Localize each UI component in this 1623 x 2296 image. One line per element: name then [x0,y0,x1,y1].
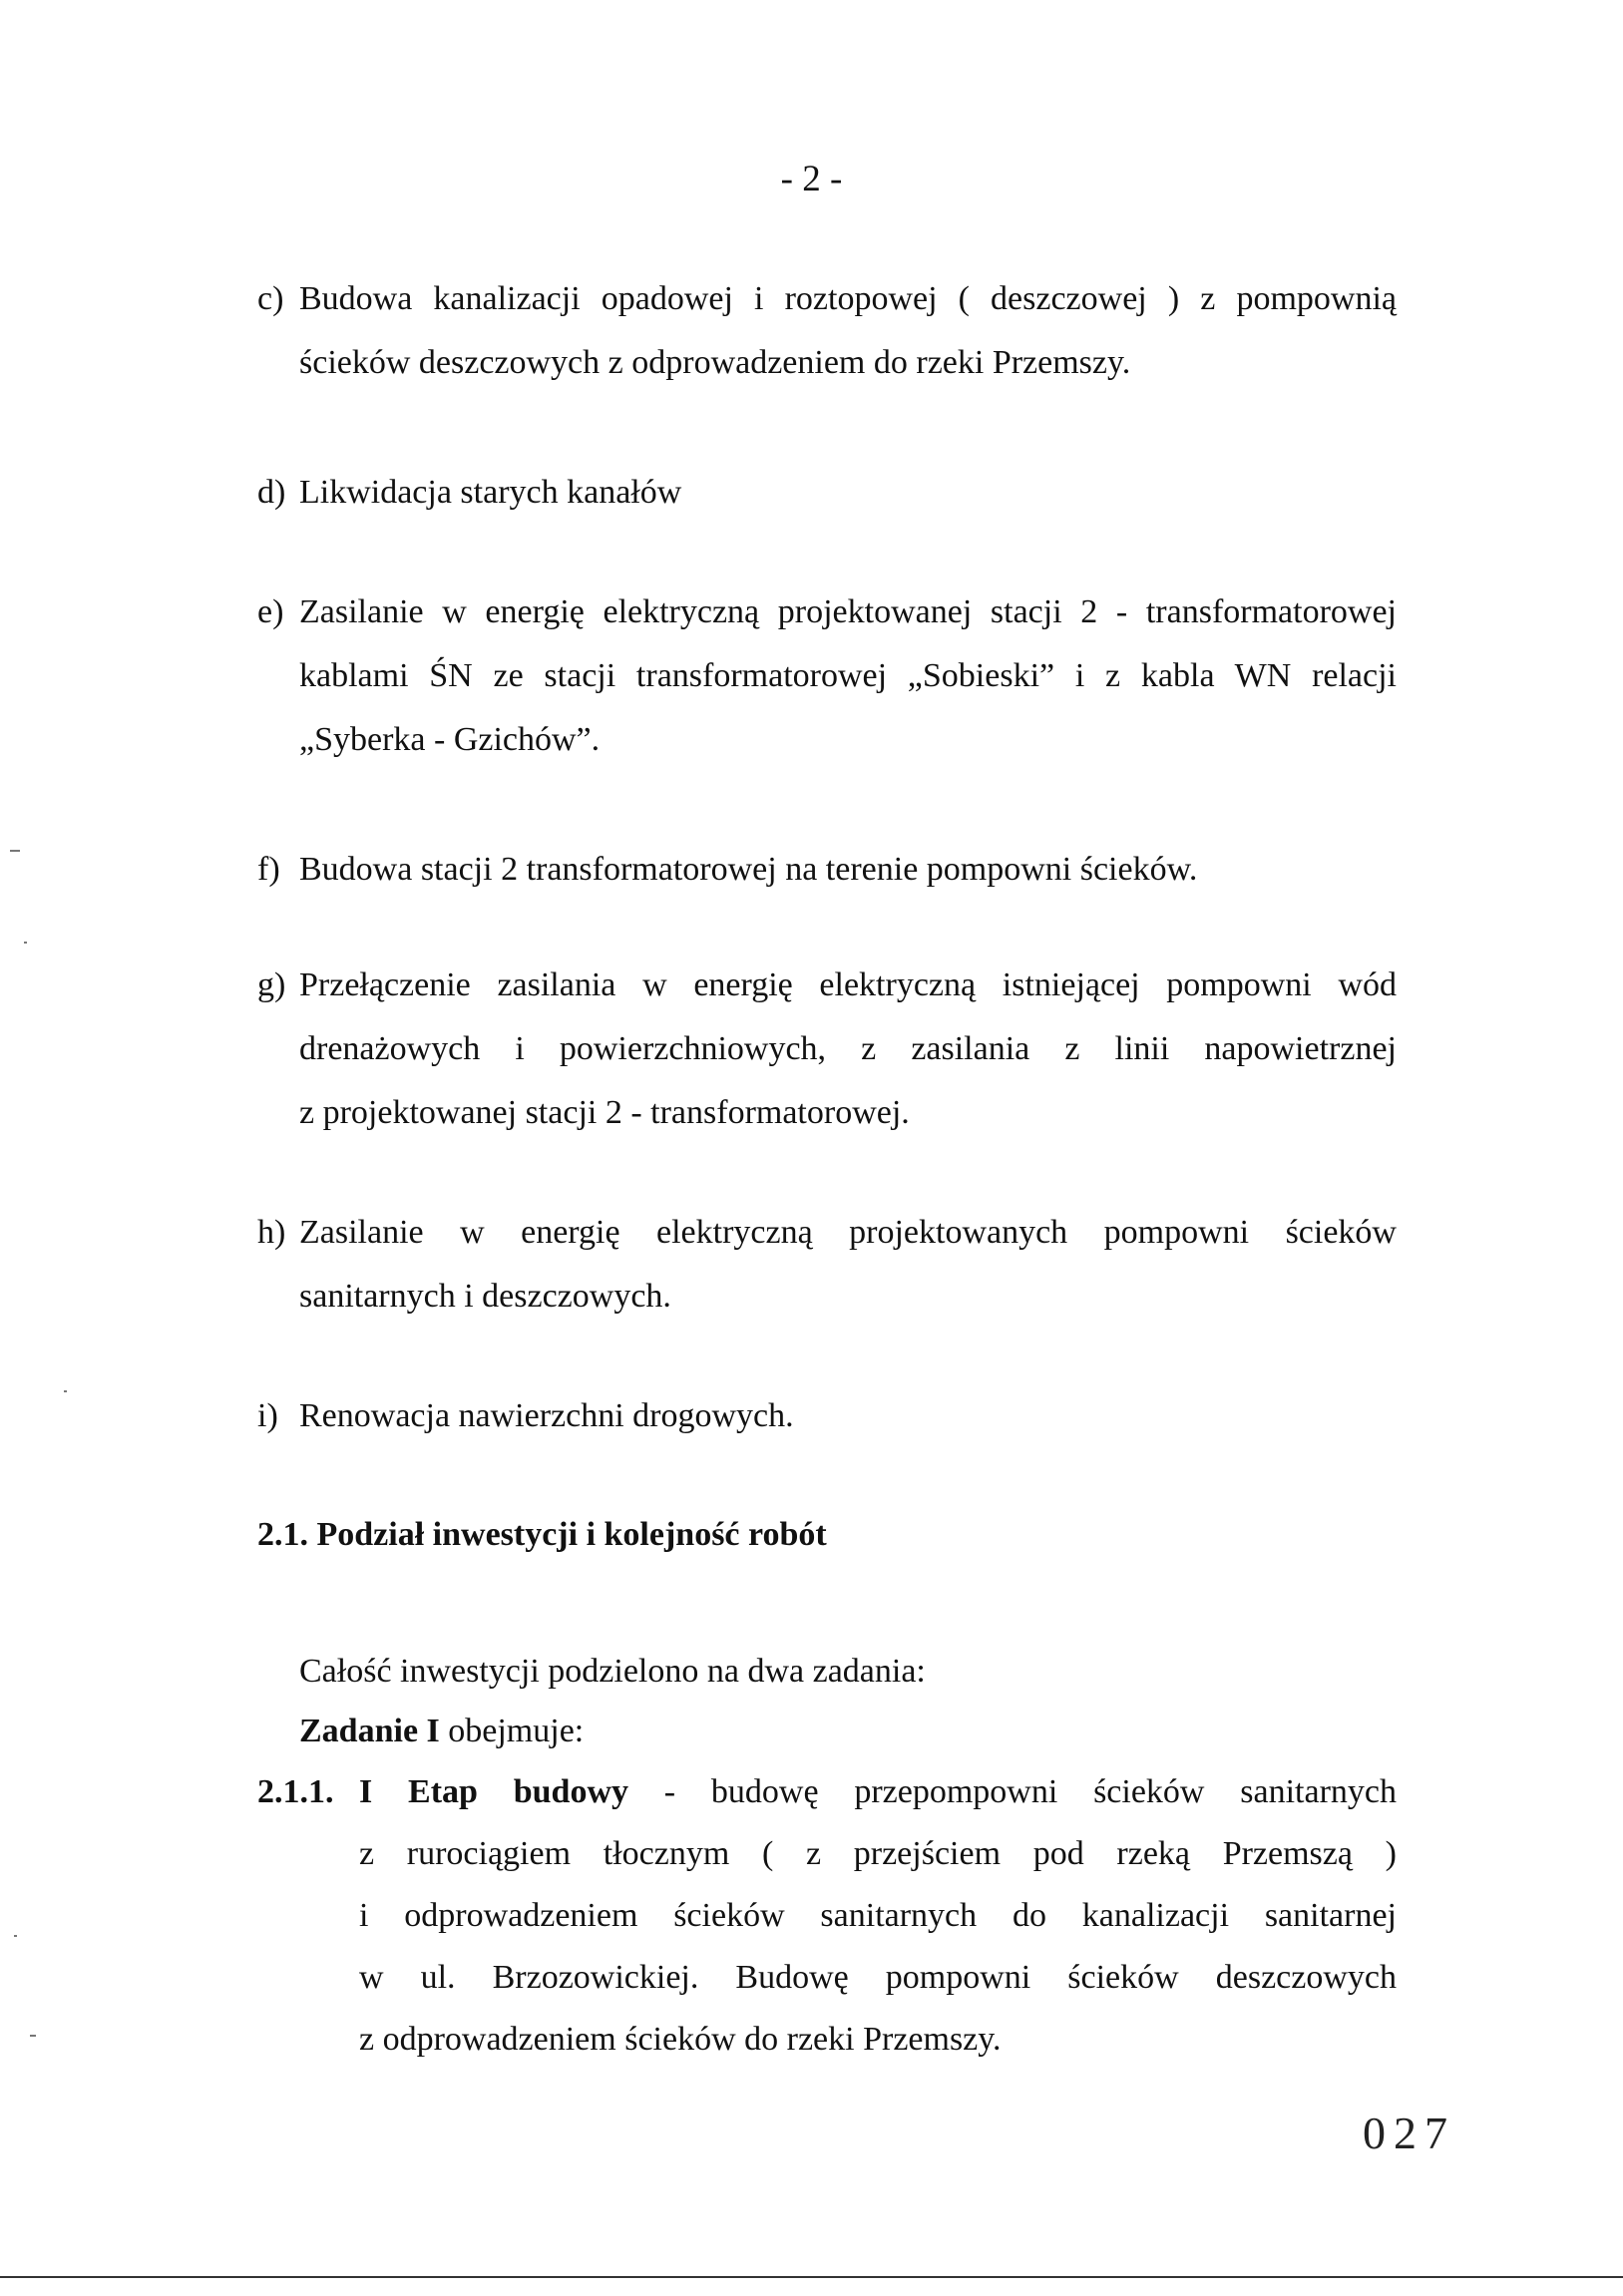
item-line: Renowacja nawierzchni drogowych. [299,1397,794,1434]
scan-speck [24,942,27,944]
item-line: z projektowanej stacji 2 - transformatorowej. [299,1094,910,1131]
scan-speck [10,850,20,852]
list-item-f [257,838,1397,902]
task-line [299,1702,584,1761]
list-item-c [257,267,1397,395]
list-item-h [257,1201,1397,1329]
scan-speck [30,2035,36,2037]
item-line: Przełączenie zasilania w energię elektryczną istniejącej pompowni wód [299,966,1397,1003]
subsection-line: - budowę przepompowni ścieków sanitarnych [628,1773,1397,1810]
item-line: ścieków deszczowych z odprowadzeniem do rzeki Przemszy. [299,344,1131,381]
list-item-i [257,1384,1397,1448]
section-heading: 2.1. Podział inwestycji i kolejność robót [257,1516,827,1553]
subsection-2-1-1 [257,1761,1397,2071]
task-label: Zadanie I [299,1713,440,1749]
subsection-line: w ul. Brzozowickiej. Budowę pompowni ścieków deszczowych [359,1959,1397,1996]
subsection-title: I Etap budowy [359,1773,628,1810]
scan-speck [64,1390,67,1392]
subsection-line: z rurociągiem tłocznym ( z przejściem pod rzeką Przemszą ) [359,1835,1397,1872]
page-number: - 2 - [780,159,843,199]
list-item-e [257,580,1397,772]
item-label: f) [257,851,280,888]
scan-bottom-edge [0,2276,1623,2278]
item-line: Zasilanie w energię elektryczną projektowanej stacji 2 - transformatorowej [299,593,1397,630]
item-label: i) [257,1397,278,1434]
item-line: Likwidacja starych kanałów [299,474,682,511]
item-line: Budowa kanalizacji opadowej i roztopowej ( deszczowej ) z pompownią [299,280,1397,317]
task-text: obejmuje: [439,1713,585,1749]
subsection-line: z odprowadzeniem ścieków do rzeki Przemszy. [359,2021,1002,2058]
item-label: h) [257,1214,286,1251]
item-line: „Syberka - Gzichów”. [299,721,601,758]
item-label: d) [257,474,286,511]
item-line: drenażowych i powierzchniowych, z zasilania z linii napowietrznej [299,1030,1397,1067]
item-label: e) [257,593,284,630]
item-line: Zasilanie w energię elektryczną projektowanych pompowni ścieków [299,1214,1397,1251]
subsection-line: i odprowadzeniem ścieków sanitarnych do kanalizacji sanitarnej [359,1897,1397,1934]
intro-paragraph: Całość inwestycji podzielono na dwa zadania: [299,1653,926,1690]
page-stamp: 027 [1363,2107,1455,2158]
item-label: c) [257,280,284,317]
subsection-number: 2.1.1. [257,1773,334,1810]
subsection-first-line [359,1761,1397,1823]
item-line: Budowa stacji 2 transformatorowej na terenie pompowni ścieków. [299,851,1198,888]
item-line: sanitarnych i deszczowych. [299,1278,671,1315]
scan-speck [14,1935,17,1937]
item-label: g) [257,966,286,1003]
list-item-g [257,954,1397,1145]
item-line: kablami ŚN ze stacji transformatorowej „Sobieski” i z kabla WN relacji [299,657,1397,694]
list-item-d [257,461,1397,525]
